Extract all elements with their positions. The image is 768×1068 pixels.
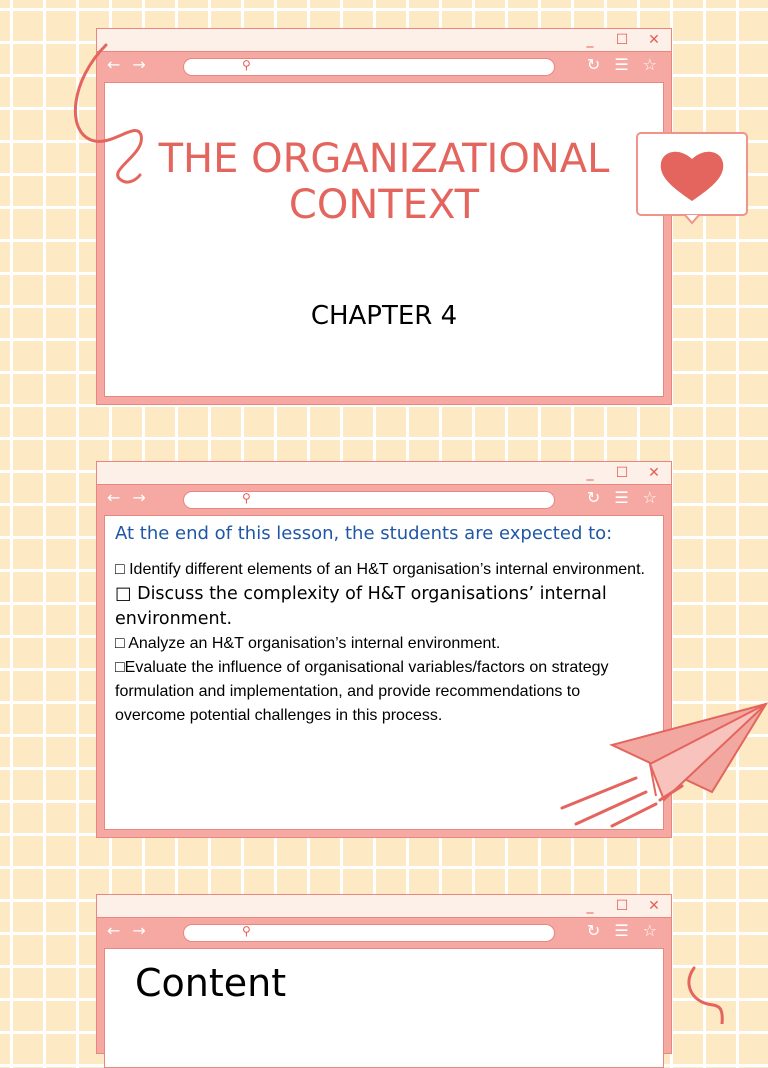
- paper-plane-icon: [552, 700, 768, 840]
- address-bar[interactable]: [183, 58, 555, 76]
- close-icon[interactable]: ✕: [648, 898, 660, 914]
- star-icon[interactable]: ☆: [642, 55, 657, 74]
- close-icon[interactable]: ✕: [648, 465, 660, 481]
- slide-title-window: [96, 28, 672, 405]
- minimize-icon[interactable]: _: [586, 465, 594, 481]
- objective-item: □ Analyze an H&T organisation’s internal environment.: [115, 635, 501, 652]
- heart-icon: [635, 131, 751, 225]
- reload-icon[interactable]: ↻: [586, 488, 601, 507]
- objectives-heading: At the end of this lesson, the students are expected to:: [115, 523, 613, 544]
- window-titlebar: [97, 462, 671, 485]
- address-bar[interactable]: [183, 491, 555, 509]
- menu-icon[interactable]: ☰: [614, 921, 629, 940]
- slide-title: THE ORGANIZATIONAL CONTEXT: [158, 136, 610, 228]
- minimize-icon[interactable]: _: [586, 32, 594, 48]
- maximize-icon[interactable]: ☐: [615, 32, 629, 48]
- forward-icon[interactable]: →: [132, 55, 146, 74]
- menu-icon[interactable]: ☰: [614, 55, 629, 74]
- search-icon: ⚲: [242, 58, 251, 72]
- objective-item: □ Identify different elements of an H&T organisation’s internal environment.: [115, 561, 645, 578]
- swirl-decoration: [66, 40, 166, 190]
- window-titlebar: [97, 29, 671, 52]
- reload-icon[interactable]: ↻: [586, 55, 601, 74]
- back-icon[interactable]: ←: [107, 921, 121, 940]
- browser-navbar: [97, 918, 671, 946]
- browser-navbar: [97, 485, 671, 513]
- menu-icon[interactable]: ☰: [614, 488, 629, 507]
- star-icon[interactable]: ☆: [642, 921, 657, 940]
- forward-icon[interactable]: →: [132, 921, 146, 940]
- swirl-decoration: [680, 962, 730, 1024]
- maximize-icon[interactable]: ☐: [615, 465, 629, 481]
- browser-navbar: [97, 52, 671, 80]
- chapter-label: CHAPTER 4: [310, 301, 458, 331]
- address-bar[interactable]: [183, 924, 555, 942]
- reload-icon[interactable]: ↻: [586, 921, 601, 940]
- forward-icon[interactable]: →: [132, 488, 146, 507]
- slide-content: [104, 82, 664, 397]
- back-icon[interactable]: ←: [107, 488, 121, 507]
- objective-item: □Evaluate the influence of organisational variables/factors on strategy formulation and implementation, and provide recommendations to overcome potential challenges in this process.: [115, 659, 609, 724]
- star-icon[interactable]: ☆: [642, 488, 657, 507]
- objective-item: □ Discuss the complexity of H&T organisations’ internal environment.: [115, 584, 607, 629]
- slide-content: [104, 948, 664, 1068]
- window-titlebar: [97, 895, 671, 918]
- slide-content-window: [96, 894, 672, 1054]
- close-icon[interactable]: ✕: [648, 32, 660, 48]
- content-title: Content: [135, 961, 287, 1005]
- search-icon: ⚲: [242, 924, 251, 938]
- back-icon[interactable]: ←: [107, 55, 121, 74]
- minimize-icon[interactable]: _: [586, 898, 594, 914]
- search-icon: ⚲: [242, 491, 251, 505]
- maximize-icon[interactable]: ☐: [615, 898, 629, 914]
